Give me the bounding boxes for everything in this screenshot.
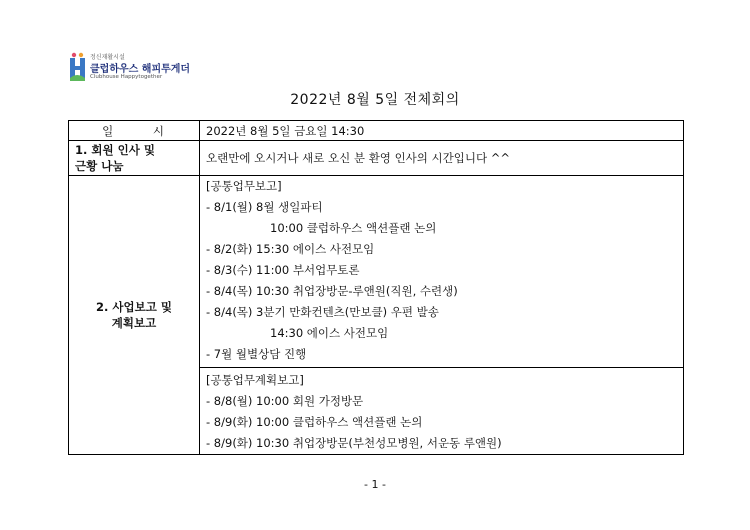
report-label xyxy=(69,176,200,455)
datetime-value: 2022년 8월 5일 금요일 14:30 xyxy=(200,121,684,141)
report-content xyxy=(200,176,684,455)
datetime-row xyxy=(69,121,684,141)
page-title: 2022년 8월 5일 전체회의 xyxy=(290,92,460,108)
report-line: 14:30 에이스 사전모임 xyxy=(270,326,389,340)
report-line: - 8/1(월) 8월 생일파티 xyxy=(206,200,323,214)
report-row xyxy=(69,176,684,455)
greeting-label-line-2: 근황 나눔 xyxy=(75,159,124,173)
report-line: - 8/2(화) 15:30 에이스 사전모임 xyxy=(206,242,375,256)
report-line: - 8/4(목) 10:30 취업장방문-루앤원(직원, 수련생) xyxy=(206,284,458,298)
clubhouse-logo xyxy=(68,52,208,92)
greeting-row xyxy=(69,141,684,176)
report-line: - 8/3(수) 11:00 부서업무토론 xyxy=(206,263,360,277)
meeting-table xyxy=(68,120,684,455)
plan-line: - 8/9(화) 10:00 클럽하우스 액션플랜 논의 xyxy=(206,415,423,429)
greeting-value: 오랜만에 오시거나 새로 오신 분 환영 인사의 시간입니다 ^^ xyxy=(200,141,684,176)
datetime-label: 일 시 xyxy=(69,121,200,141)
greeting-label xyxy=(69,141,200,176)
page-number: - 1 - xyxy=(364,478,386,491)
clubhouse-h-logo-icon xyxy=(68,52,88,82)
report-heading: [공통업무보고] xyxy=(206,179,282,193)
logo-line-1: 정신재활시설 xyxy=(90,54,125,61)
plan-line: - 8/9(화) 10:30 취업장방문(부천성모병원, 서운동 루앤원) xyxy=(206,436,502,450)
report-line: - 7월 월별상담 진행 xyxy=(206,347,307,361)
plan-line: - 8/8(월) 10:00 회원 가정방문 xyxy=(206,394,364,408)
report-label-line-1: 2. 사업보고 및 xyxy=(96,300,172,314)
report-line: - 8/4(목) 3분기 만화컨텐츠(만보클) 우편 발송 xyxy=(206,305,439,319)
report-label-line-2: 계획보고 xyxy=(111,316,157,330)
logo-line-3: Clubhouse Happytogether xyxy=(90,74,163,80)
logo-line-2: 클럽하우스 해피투게더 xyxy=(90,64,191,75)
plan-section xyxy=(200,367,683,454)
greeting-label-line-1: 1. 회원 인사 및 xyxy=(75,143,155,157)
report-line: 10:00 클럽하우스 액션플랜 논의 xyxy=(270,221,437,235)
plan-heading: [공통업무계획보고] xyxy=(206,373,304,387)
